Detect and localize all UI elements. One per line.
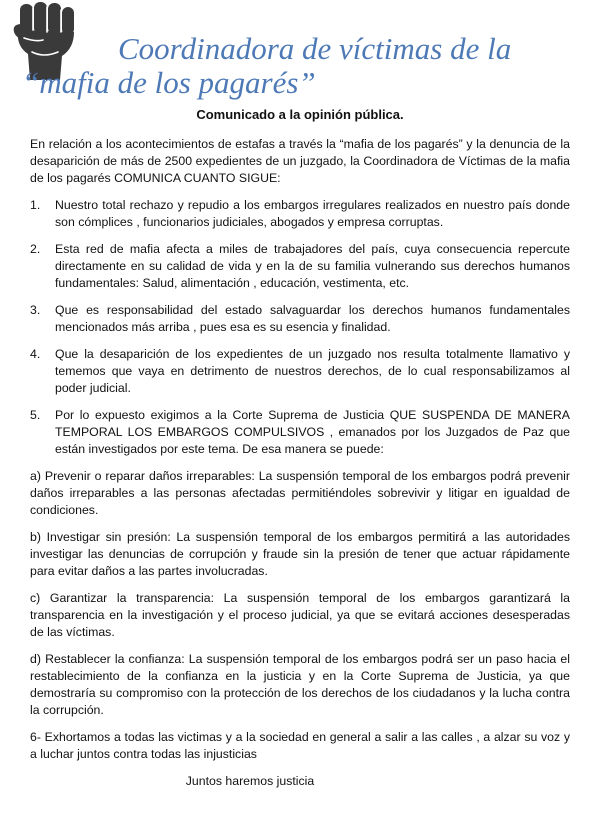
item-number: 4. bbox=[30, 347, 41, 361]
subtitle: Comunicado a la opinión pública. bbox=[196, 107, 404, 122]
item-text: Por lo expuesto exigimos a la Corte Suprema de Justicia QUE SUSPENDA DE MANERA TEMPORAL LOS EMBARGOS COMPULSIVOS , emanados por los Juzgados de Paz que están investigados por este tema. De esa manera se puede: bbox=[55, 408, 570, 456]
item-text: Nuestro total rechazo y repudio a los embargos irregulares realizados en nuestro país donde son cómplices , funcionarios judiciales, abogados y empresa corruptas. bbox=[55, 198, 570, 229]
item-text: Que es responsabilidad del estado salvaguardar los derechos humanos fundamentales mencionados más arriba , pues esa es su esencia y finalidad. bbox=[55, 303, 570, 334]
title-line-1: Coordinadora de víctimas de la bbox=[118, 31, 512, 66]
final-point: 6- Exhortamos a todas las victimas y a la sociedad en general a salir a las calles , a alzar su voz y a luchar juntos contra todas las injusticias bbox=[30, 730, 570, 761]
item-number: 3. bbox=[30, 303, 41, 317]
intro-paragraph: En relación a los acontecimientos de estafas a través la “mafia de los pagarés” y la denuncia de la desaparición de más de 2500 expedientes de un juzgado, la Coordinadora de Víctimas de la mafia de los pagarés COMUNICA CUANTO SIGUE: bbox=[30, 137, 570, 185]
subitem-d: d) Restablecer la confianza: La suspensión temporal de los embargos podrá ser un paso hacia el restablecimiento de la confianza en la justicia y en la Corte Suprema de Justicia, ya que demostraría su compromiso con la protección de los derechos de los ciudadanos y la lucha contra la corrupción. bbox=[30, 652, 570, 717]
numbered-item-2 bbox=[30, 241, 570, 292]
numbered-item-5 bbox=[30, 407, 570, 458]
numbered-item-1 bbox=[30, 197, 570, 231]
item-number: 2. bbox=[30, 242, 41, 256]
item-number: 1. bbox=[30, 198, 41, 212]
document-title bbox=[22, 32, 582, 100]
subitem-b: b) Investigar sin presión: La suspensión temporal de los embargos permitirá a las autoridades investigar las denuncias de corrupción y fraude sin la presión de tener que actuar rápidamente para evitar daños a las partes involucradas. bbox=[30, 530, 570, 578]
closing-line: Juntos haremos justicia bbox=[185, 774, 315, 788]
numbered-item-4 bbox=[30, 346, 570, 397]
item-text: Esta red de mafia afecta a miles de trabajadores del país, cuya consecuencia repercute directamente en su calidad de vida y en la de su familia vulnerando sus derechos humanos fundamentales: Salud, alimentación , educación, vestimenta, etc. bbox=[55, 242, 570, 290]
subitem-a: a) Prevenir o reparar daños irreparables: La suspensión temporal de los embargos podrá prevenir daños irreparables a las personas afectadas permitiéndoles sobrevivir y litigar en igualdad de condiciones. bbox=[30, 469, 570, 517]
title-line-2: “mafia de los pagarés” bbox=[22, 65, 316, 100]
subitem-c: c) Garantizar la transparencia: La suspensión temporal de los embargos garantizará la transparencia en la investigación y el proceso judicial, ya que se evitará acciones desesperadas de las víctimas. bbox=[30, 591, 570, 639]
document-body bbox=[30, 136, 570, 790]
numbered-item-3 bbox=[30, 302, 570, 336]
item-number: 5. bbox=[30, 408, 41, 422]
item-text: Que la desaparición de los expedientes de un juzgado nos resulta totalmente llamativo y tememos que vaya en detrimento de nuestros derechos, de lo cual responsabilizamos al poder judicial. bbox=[55, 347, 570, 395]
